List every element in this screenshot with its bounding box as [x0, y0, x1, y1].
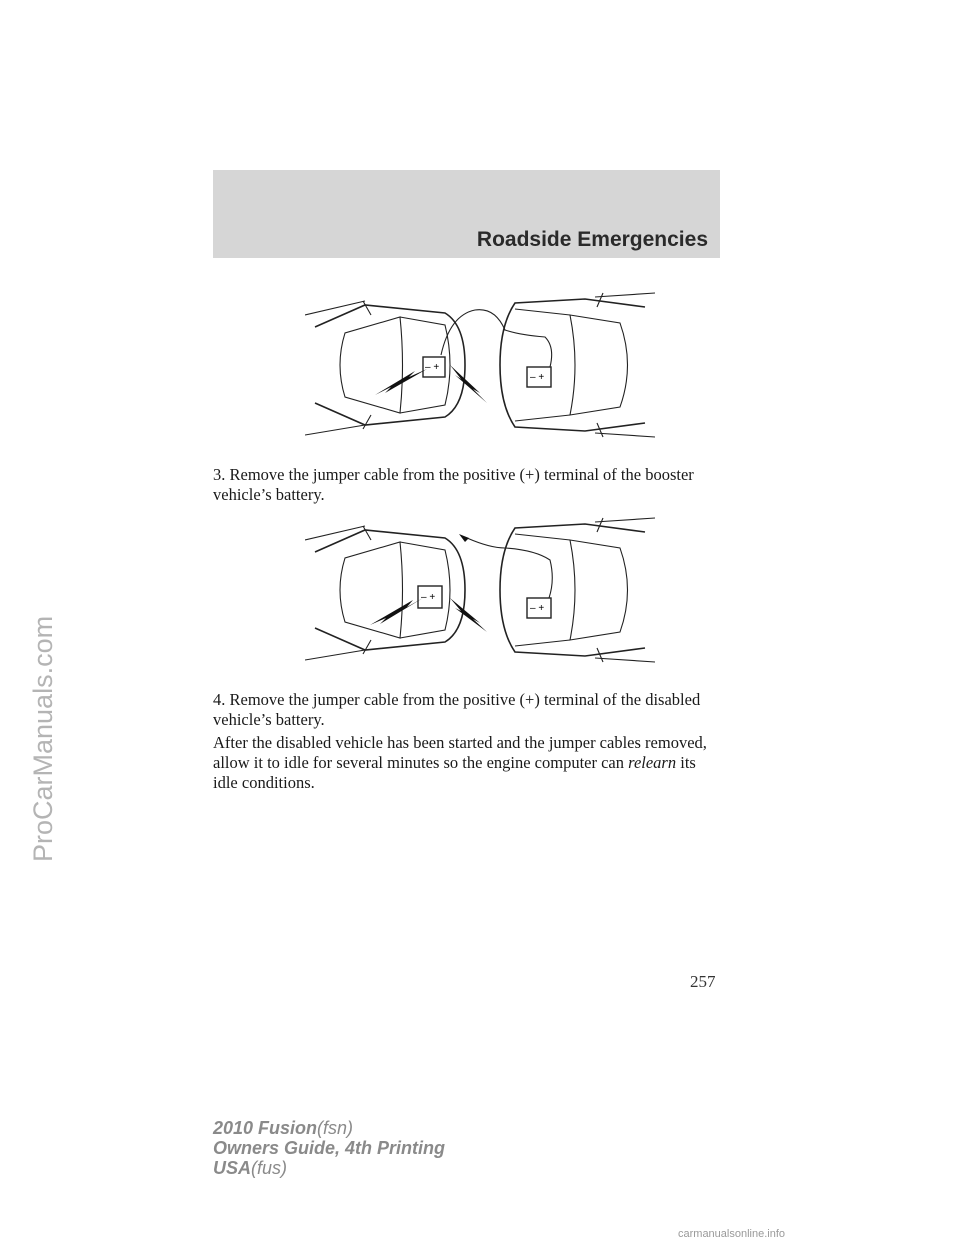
- after-start-end: its idle conditions.: [213, 753, 696, 792]
- cable-clamp-icon: [459, 534, 469, 542]
- svg-text:– +: – +: [421, 592, 436, 603]
- jump-start-diagram-1: [305, 285, 655, 445]
- footer-printing: Owners Guide, 4th Printing: [213, 1138, 446, 1158]
- step-3-text: 3. Remove the jumper cable from the positive (+) terminal of the booster vehicle’s battery.: [213, 465, 694, 504]
- left-battery-icon: [423, 357, 445, 377]
- footer-region: USA: [213, 1158, 252, 1178]
- footer-model: 2010 Fusion: [213, 1118, 318, 1138]
- right-battery-icon: [527, 367, 551, 387]
- left-battery-icon: [418, 586, 442, 608]
- step-4-text: 4. Remove the jumper cable from the positive (+) terminal of the disabled vehicle’s battery.: [213, 690, 701, 729]
- footer-region-code: (fus): [251, 1158, 288, 1178]
- section-header: [213, 170, 720, 258]
- jumper-cable: [467, 538, 552, 598]
- lightning-bolt-icon: [375, 369, 427, 395]
- relearn-term: relearn: [628, 753, 677, 772]
- watermark: ProCarManuals.com: [28, 615, 58, 862]
- document-footer: [213, 1118, 445, 1178]
- section-title: Roadside Emergencies: [476, 228, 708, 251]
- right-battery-icon: [527, 598, 551, 618]
- lightning-bolt-icon: [370, 598, 423, 625]
- lightning-bolt-icon: [450, 365, 487, 403]
- lightning-bolt-icon: [450, 598, 487, 632]
- site-footer: carmanualsonline.info: [678, 1228, 786, 1240]
- page-number: 257: [690, 972, 716, 991]
- svg-text:– +: – +: [425, 362, 440, 373]
- footer-model-code: (fsn): [317, 1118, 354, 1138]
- svg-text:– +: – +: [530, 603, 545, 614]
- booster-vehicle: [500, 518, 655, 662]
- svg-text:– +: – +: [530, 372, 545, 383]
- jump-start-diagram-2: [305, 510, 655, 670]
- after-start-body: After the disabled vehicle has been started and the jumper cables removed, allow it to idle for several minutes so the engine computer can: [213, 733, 707, 772]
- booster-vehicle: [500, 293, 655, 437]
- after-start-text: [213, 733, 723, 793]
- jumper-cable: [441, 310, 552, 367]
